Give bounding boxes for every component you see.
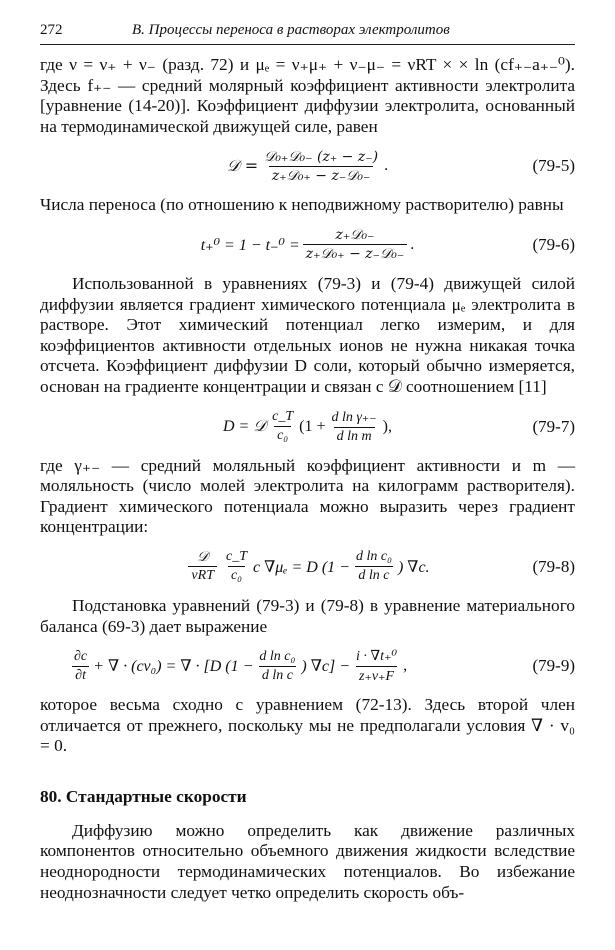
equation-number: (79-9) — [532, 656, 575, 676]
paragraph-5: Подстановка уравнений (79-3) и (79-8) в уравнение материального баланса (69-3) дает выражение — [40, 595, 575, 636]
equation-number: (79-8) — [532, 556, 575, 576]
paragraph-2: Числа переноса (по отношению к неподвижному растворителю) равны — [40, 195, 564, 215]
running-title: В. Процессы переноса в растворах электролитов — [132, 22, 450, 38]
section-heading: 80. Стандартные скорости — [40, 786, 247, 806]
book-page — [40, 22, 575, 903]
equation-79-9: $\frac{\partial c}{\partial t}$ + ∇ · (cv₀) = ∇ · [D (1 − $\frac{\text{d ln c₀}}{\text{d ln c}}$ ) ∇c] − $\frac{\text{i · ∇t₊⁰}}{z_+\nu_+F}$ , (79-9) — [74, 648, 575, 684]
page-number: 272 — [40, 22, 63, 38]
equation-number: (79-5) — [532, 156, 575, 176]
paragraph-6: которое весьма сходно с уравнением (72-13). Здесь второй член отличается от прежнего, поскольку мы не предполагали условия ∇ · v₀ = 0. — [40, 695, 575, 756]
paragraph-7: Диффузию можно определить как движение различных компонентов относительно объемного движения жидкости вследствие неоднородности термодинамических потенциалов. Во избежание неоднозначности следует четко определить скорость объ- — [40, 820, 575, 902]
paragraph-3: Использованной в уравнениях (79-3) и (79-4) движущей силой диффузии является градиент химического потенциала μₑ электролита в растворе. Этот химический потенциал легко измерим, и для коэффициентов активности отдельных ионов не нужна никакая точка отсчета. Коэффициент диффузии D соли, который обычно измеряется, основан на градиенте концентрации и связан с 𝒟 соотношением [11] — [40, 273, 575, 396]
equation-number: (79-6) — [532, 234, 575, 254]
equation-number: (79-7) — [532, 416, 575, 436]
paragraph-1: где ν = ν₊ + ν₋ (разд. 72) и μₑ = ν₊μ₊ + ν₋μ₋ = νRT × × ln (cf₊₋a₊₋⁰). Здесь f₊₋ — средний молярный коэффициент активности электролита [уравнение (14-20)]. Коэффициент диффузии электролита, основанный на термодинамической движущей силе, равен — [40, 55, 575, 136]
equation-79-5: 𝒟 = $\frac{\text{𝒟₀₊𝒟₀₋ (z₊ − z₋)}}{\text{z₊𝒟₀₊ − z₋𝒟₀₋}}$ . (79-5) — [226, 148, 575, 184]
equation-79-7: D = 𝒟 $\frac{c\_T}{\text{c₀}}$ (1 + $\frac{\text{d ln γ₊₋}}{\text{d ln m}}$ ), (79-7) — [223, 409, 575, 444]
paragraph-4: где γ₊₋ — средний моляльный коэффициент активности и m — моляльность (число молей электролита на килограмм растворителя). Градиент химического потенциала можно выразить через градиент концентрации: — [40, 455, 575, 537]
equation-79-8: $\frac{\text{𝒟}}{\text{νRT}}$ $\frac{c\_T}{\text{c₀}}$ c ∇μₑ = D (1 − $\frac{\text{d ln c₀}}{\text{d ln c}}$ ) ∇c. (79-8) — [40, 546, 575, 588]
running-header — [40, 22, 575, 45]
equation-79-6: t₊⁰ = 1 − t₋⁰ = $\frac{\text{z₊𝒟₀₋}}{\text{z₊𝒟₀₊ − z₋𝒟₀₋}}$ . (79-6) — [200, 227, 575, 263]
